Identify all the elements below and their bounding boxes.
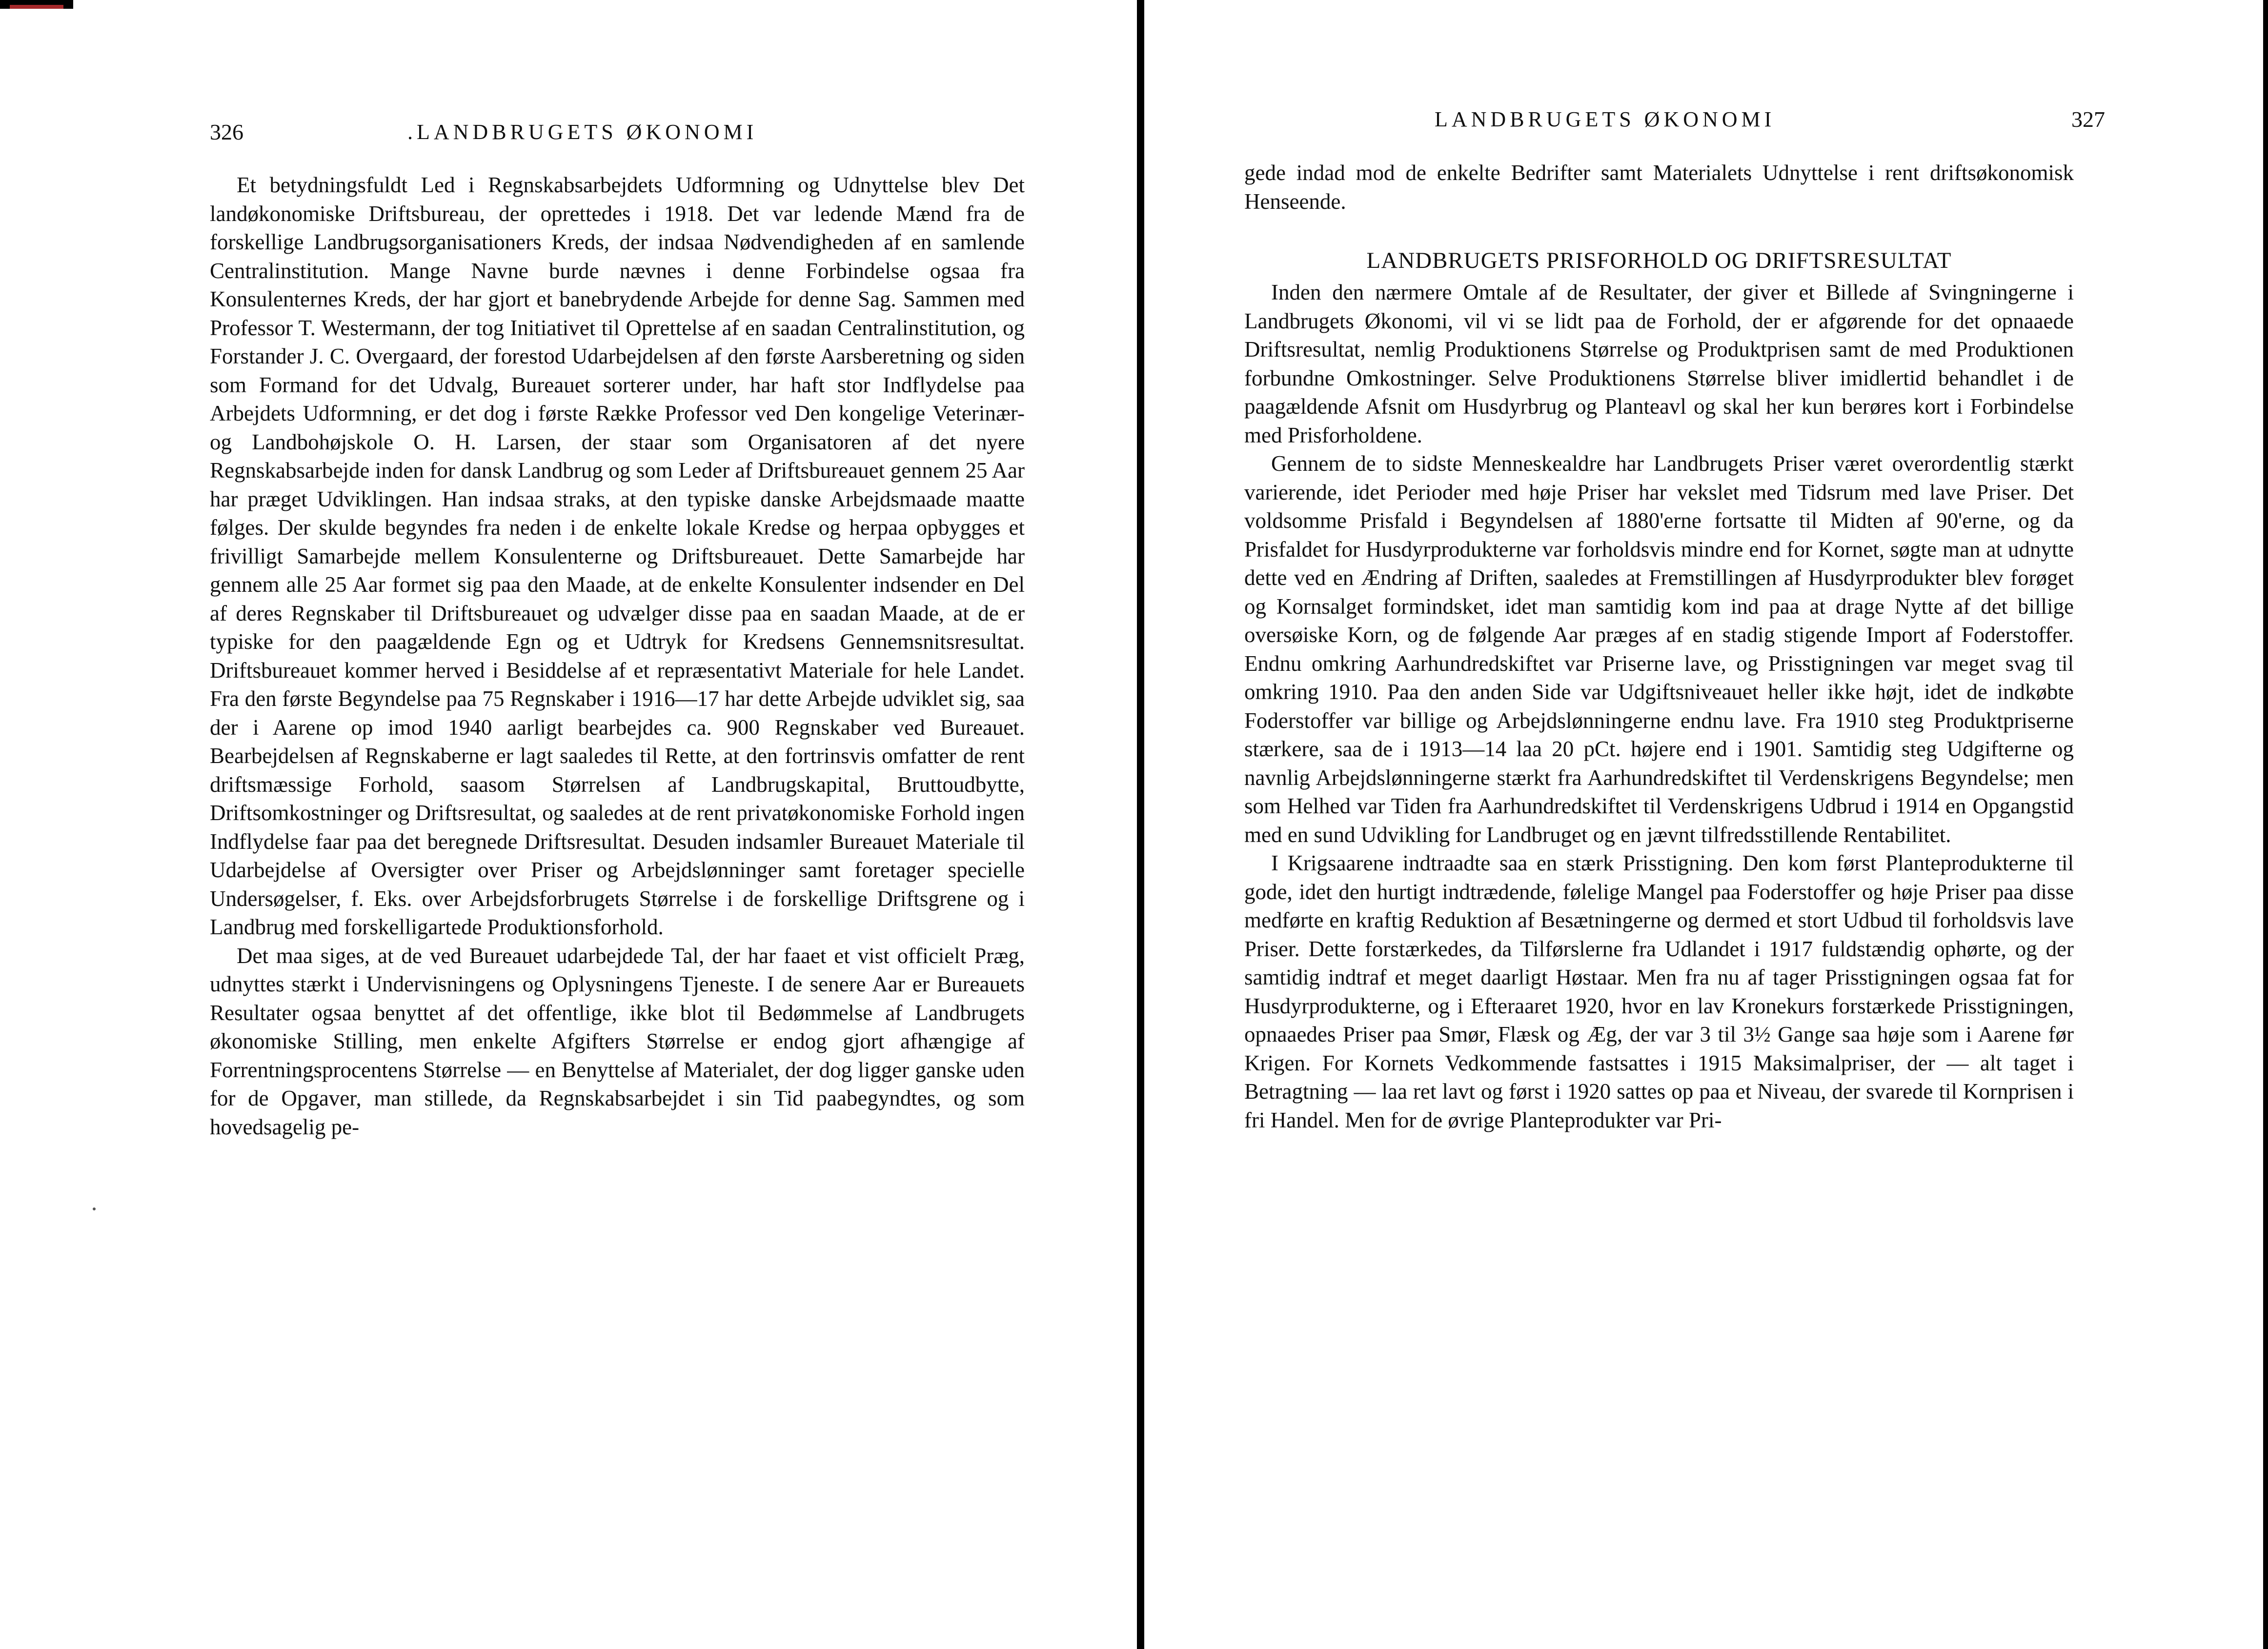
paragraph-continuation: gede indad mod de enkelte Bedrifter samt Materialets Udnyttelse i rent driftsøkonomisk Henseende. [1244,161,2074,214]
right-page [1144,0,2268,1649]
running-title: LANDBRUGETS ØKONOMI [1435,107,1776,131]
paragraph: Gennem de to sidste Menneskealdre har Landbrugets Priser været overordentlig stærkt varierende, idet Perioder med høje Priser har vekslet med Tidsrum med lave Priser. Det voldsomme Prisfald i Begyndelsen af 1880'erne fortsatte til Midten af 90'erne, og da Prisfaldet for Husdyrprodukterne var forholdsvis mindre end for Kornet, søgte man at udnytte dette ved en Ændring af Driften, saaledes at Fremstillingen af Husdyrprodukter blev forøget og Kornsalget formindsket, idet man samtidig kom ind paa at drage Nytte af det billige oversøiske Korn, og de følgende Aar præges af en stadig stigende Import af Foderstoffer. Endnu omkring Aarhundredskiftet var Priserne lave, og Prisstigningen var meget svag til omkring 1910. Paa den anden Side var Udgiftsniveauet heller ikke højt, idet de indkøbte Foderstoffer var billige og Arbejdslønningerne endnu lave. Fra 1910 steg Produktpriserne stærkere, saa de i 1913—14 laa 20 pCt. højere end i 1901. Samtidig steg Udgifterne og navnlig Arbejdslønningerne stærkt fra Aarhundredskiftet til Verdenskrigens Begyndelse; men som Helhed var Tiden fra Aarhundredskiftet til Verdenskrigens Udbrud i 1914 en Opgangstid med en sund Udvikling for Landbruget og en jævnt tilfredsstillende Rentabilitet. [1244,451,2074,847]
page-edge-shadow [2263,0,2268,1649]
section-heading: LANDBRUGETS PRISFORHOLD OG DRIFTSRESULTAT [1366,248,1952,273]
paragraph: Et betydningsfuldt Led i Regnskabsarbejdets Udformning og Udnyttelse blev Det landøkonomiske Driftsbureau, der oprettedes i 1918. Det var ledende Mænd fra de forskellige Landbrugsorganisationers Kreds, der indsaa Nødvendigheden af en samlende Centralinstitution. Mange Navne burde nævnes i denne Forbindelse ogsaa fra Konsulenternes Kreds, der har gjort et banebrydende Arbejde for denne Sag. Sammen med Professor T. Westermann, der tog Initiativet til Oprettelse af en saadan Centralinstitution, og Forstander J. C. Overgaard, der forestod Udarbejdelsen af den første Aarsberetning og siden som Formand for det Udvalg, Bureauet sorterer under, har haft stor Indflydelse paa Arbejdets Udformning, er det dog i første Række Professor ved Den kongelige Veterinær- og Landbohøjskole O. H. Larsen, der staar som Organisatoren af det nyere Regnskabsarbejde inden for dansk Landbrug og som Leder af Driftsbureauet gennem 25 Aar har præget Udviklingen. Han indsaa straks, at den typiske danske Arbejdsmaade maatte følges. Der skulde begyndes fra neden i de enkelte lokale Kredse og herpaa opbygges et frivilligt Samarbejde mellem Konsulenterne og Driftsbureauet. Dette Samarbejde har gennem alle 25 Aar formet sig paa den Maade, at de enkelte Konsulenter indsender en Del af deres Regnskaber til Driftsbureauet og udvælger disse paa en saadan Maade, at de er typiske for den paagældende Egn og et Udtryk for Kredsens Gennemsnitsresultat. Driftsbureauet kommer herved i Besiddelse af et repræsentativt Materiale for hele Landet. Fra den første Begyndelse paa 75 Regnskaber i 1916—17 har dette Arbejde udviklet sig, saa der i Aarene op imod 1940 aarligt bearbejdes ca. 900 Regnskaber ved Bureauet. Bearbejdelsen af Regnskaberne er lagt saaledes til Rette, at den fortrinsvis omfatter de rent driftsmæssige Forhold, saasom Størrelsen af Landbrugskapital, Bruttoudbytte, Driftsomkostninger og Driftsresultat, og saaledes at de rent privatøkonomiske Forhold ingen Indflydelse faar paa det beregnede Driftsresultat. Desuden indsamler Bureauet Materiale til Udarbejdelse af Oversigter over Priser og Arbejdslønninger samt foretager specielle Undersøgelser, f. Eks. over Arbejdsforbrugets Størrelse i de forskellige Driftsgrene og i Landbrug med forskelligartede Produktionsforhold. [210,173,1025,939]
paragraph: Det maa siges, at de ved Bureauet udarbejdede Tal, der har faaet et vist officielt Præg, udnyttes stærkt i Undervisningens og Oplysningens Tjeneste. I de senere Aar er Bureauets Resultater ogsaa benyttet af det offentlige, ikke blot til Bedømmelse af Landbrugets økonomiske Stilling, men enkelte Afgifters Størrelse er endog gjort afhængige af Forrentningsprocentens Størrelse — en Benyttelse af Materialet, der dog ligger ganske uden for de Opgaver, man stillede, da Regnskabsarbejdet i sin Tid paabegyndtes, og som hovedsagelig pe- [210,943,1025,1139]
speck [93,1207,96,1210]
running-title: .LANDBRUGETS ØKONOMI [407,120,758,144]
right-page-body [1244,159,2074,1134]
page-edge-mark [0,0,73,9]
left-page-body [210,171,1025,1141]
page-number: 327 [2071,107,2105,132]
paragraph: Inden den nærmere Omtale af de Resultater, der giver et Billede af Svingningerne i Landbrugets Økonomi, vil vi se lidt paa de Forhold, der er afgørende for det opnaaede Driftsresultat, nemlig Produktionens Størrelse og Produktprisen samt de med Produktionen forbundne Omkostninger. Selve Produktionens Størrelse bliver imidlertid behandlet i de paagældende Afsnit om Husdyrbrug og Planteavl og skal her kun berøres kort i Forbindelse med Prisforholdene. [1244,280,2074,447]
paragraph: I Krigsaarene indtraadte saa en stærk Prisstigning. Den kom først Planteprodukterne til gode, idet den hurtigt indtrædende, følelige Mangel paa Foderstoffer og høje Priser paa disse medførte en kraftig Reduktion af Besætningerne og dermed et stort Udbud til forholdsvis lave Priser. Dette forstærkedes, da Tilførslerne fra Udlandet i 1917 fuldstændig ophørte, og der samtidig indtraf et meget daarligt Høstaar. Men fra nu af tager Prisstigningen ogsaa fat for Husdyrprodukterne, og i Efteraaret 1920, hvor en lav Kronekurs forstærkede Prisstigningen, opnaaedes Priser paa Smør, Flæsk og Æg, der var 3 til 3½ Gange saa høje som i Aarene før Krigen. For Kornets Vedkommende fastsattes i 1915 Maksimalpriser, der — alt taget i Betragtning — laa ret lavt og først i 1920 sattes op paa et Niveau, der svarede til Kornprisen i fri Handel. Men for de øvrige Planteprodukter var Pri- [1244,851,2074,1132]
page-number: 326 [210,120,243,144]
